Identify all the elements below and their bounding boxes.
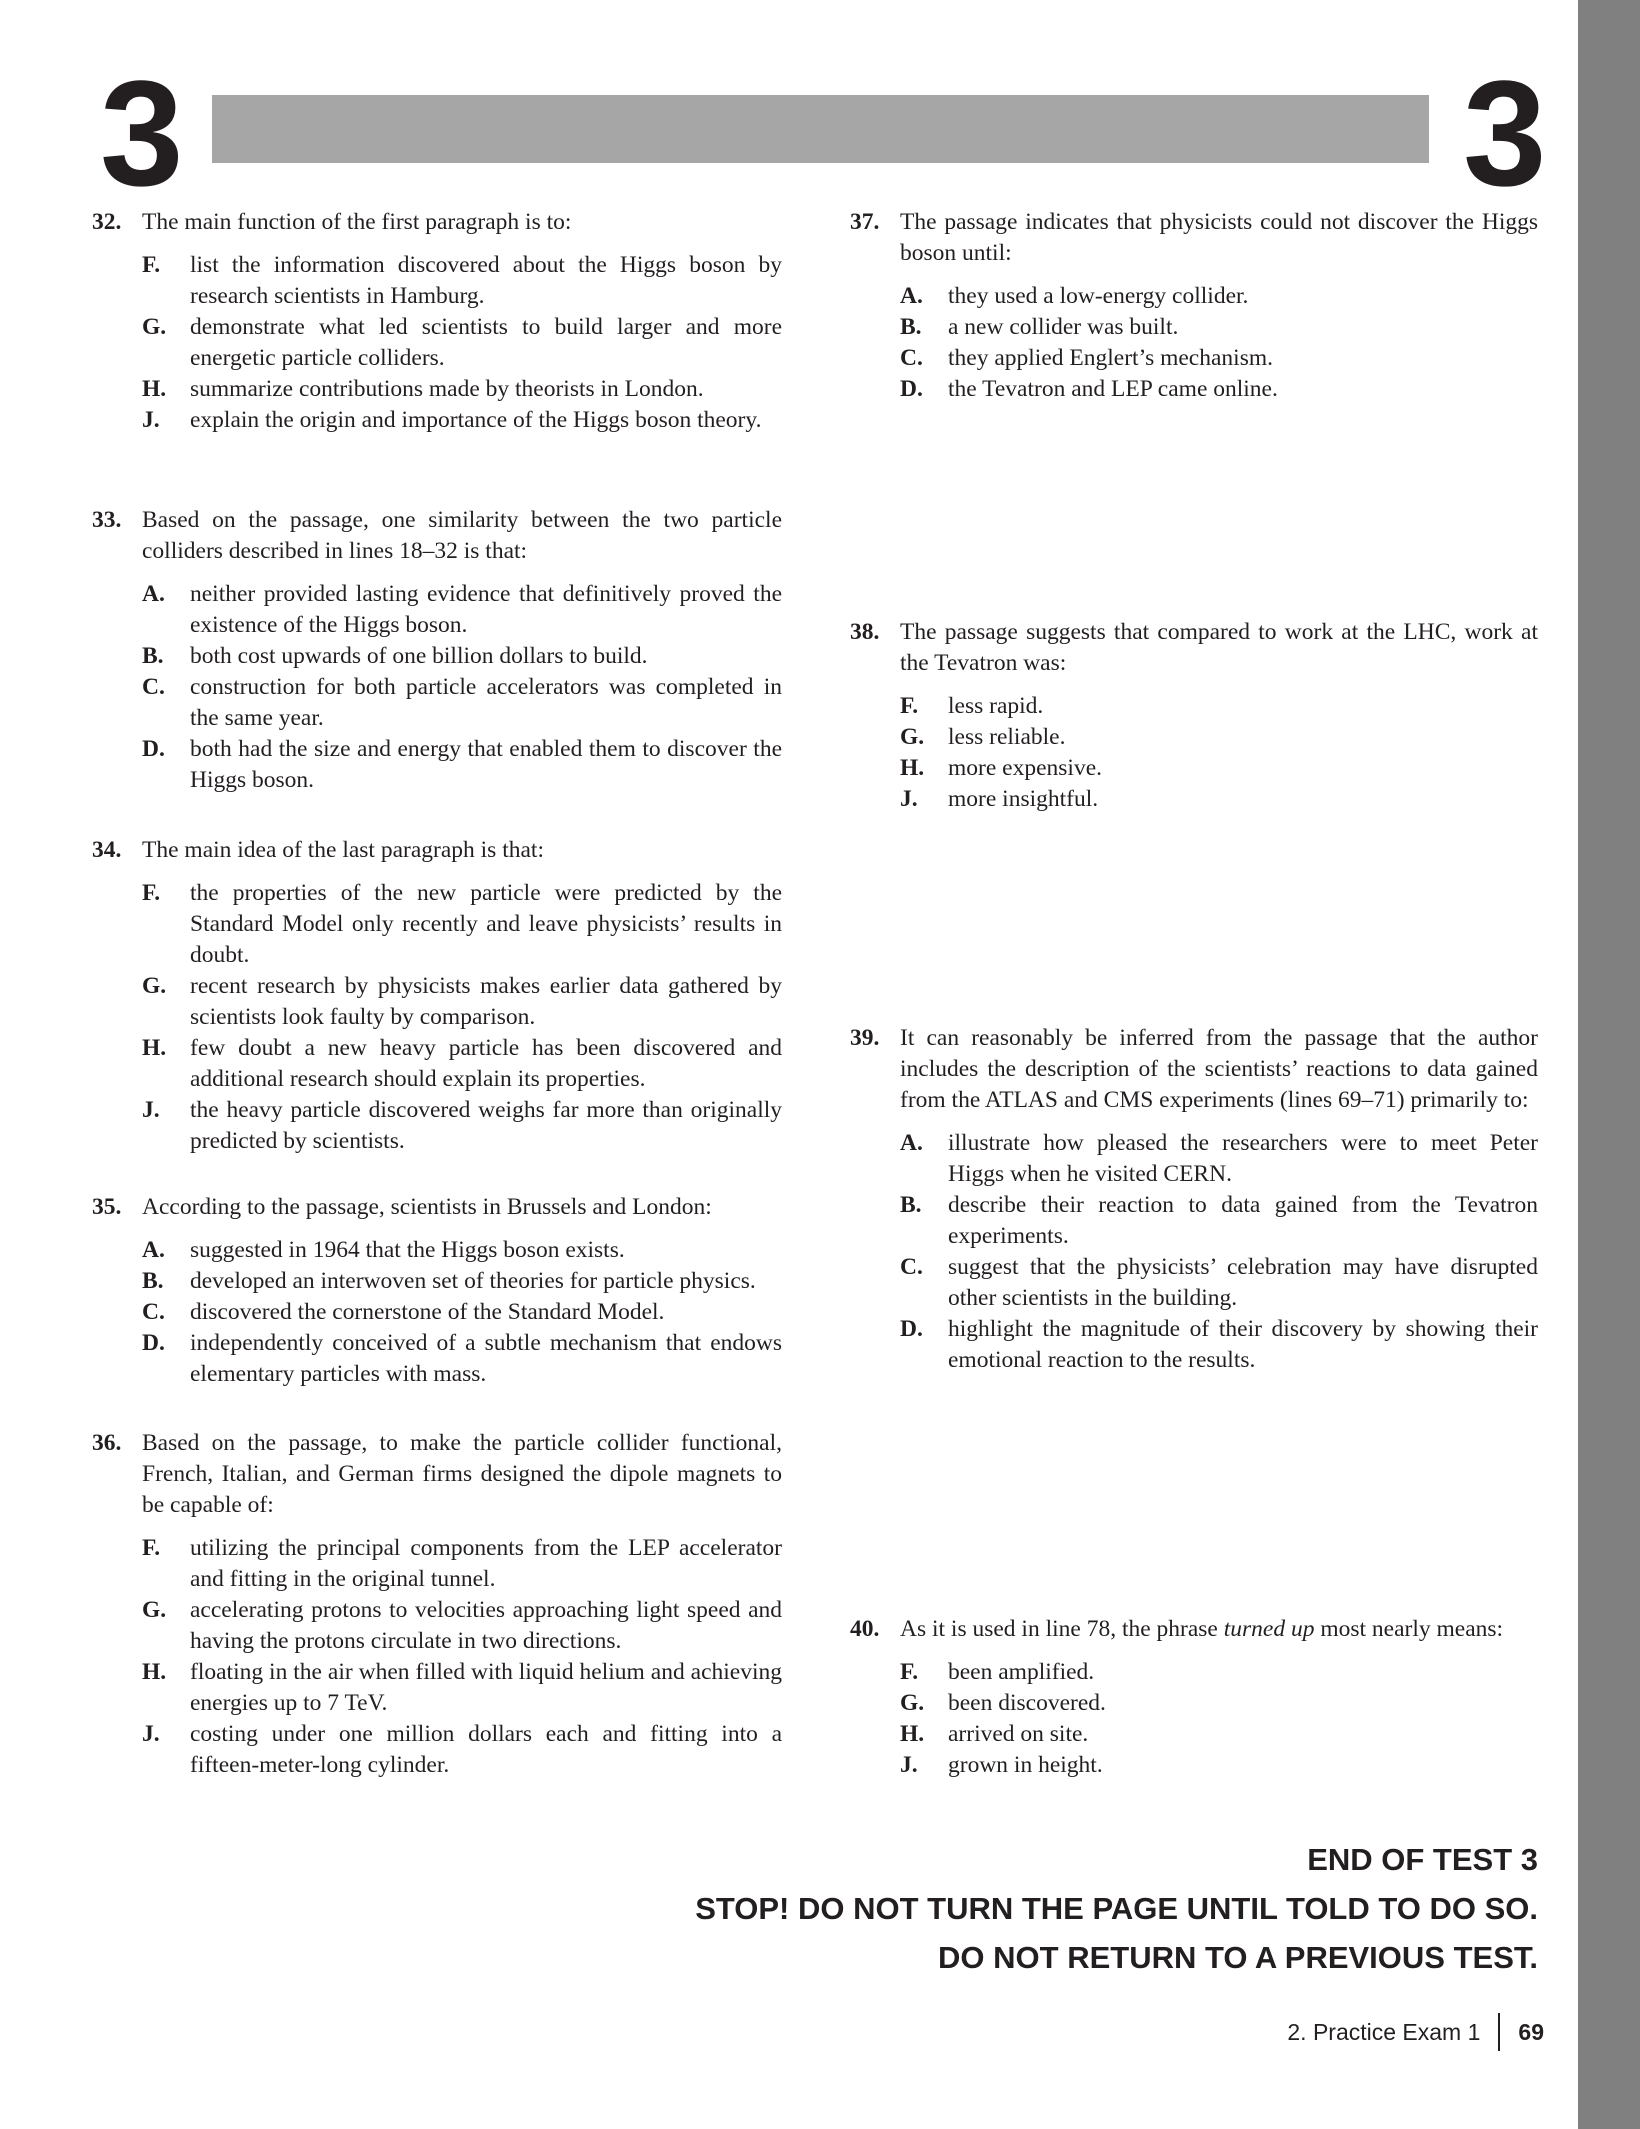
answer-choice[interactable] bbox=[142, 250, 782, 312]
stem-text: most nearly means: bbox=[1314, 1616, 1504, 1642]
choice-letter: H. bbox=[142, 376, 167, 402]
choice-text: both cost upwards of one billion dollars to build. bbox=[190, 643, 648, 669]
choice-text: explain the origin and importance of the Higgs boson theory. bbox=[190, 407, 762, 433]
choice-text: less rapid. bbox=[948, 693, 1044, 719]
choice-text: the properties of the new particle were predicted by the Standard Model only recently and leave physicists’ results in doubt. bbox=[190, 880, 782, 968]
end-of-test-title: END OF TEST 3 bbox=[1307, 1842, 1538, 1877]
side-tab-strip bbox=[1578, 0, 1640, 2129]
choice-letter: C. bbox=[142, 1299, 165, 1325]
choice-text: been discovered. bbox=[948, 1690, 1106, 1716]
question-stem: According to the passage, scientists in Brussels and London: bbox=[142, 1194, 712, 1220]
stop-instruction: STOP! DO NOT TURN THE PAGE UNTIL TOLD TO DO SO. bbox=[695, 1891, 1538, 1926]
choice-letter: B. bbox=[900, 314, 922, 340]
choice-letter: G. bbox=[900, 724, 925, 750]
question-number: 40. bbox=[850, 1616, 880, 1642]
answer-choice[interactable] bbox=[900, 1750, 1538, 1781]
choice-letter: J. bbox=[900, 786, 918, 812]
answer-choices bbox=[900, 691, 1538, 815]
choice-letter: B. bbox=[900, 1192, 922, 1218]
choice-letter: J. bbox=[142, 1721, 160, 1747]
question-stem: It can reasonably be inferred from the passage that the author includes the description of the scientists’ reactions to data gained from the ATLAS and CMS experiments (lines 69–71) primarily to: bbox=[900, 1025, 1538, 1113]
choice-text: costing under one million dollars each and fitting into a fifteen-meter-long cylinder. bbox=[190, 1721, 782, 1778]
choice-text: less reliable. bbox=[948, 724, 1066, 750]
choice-letter: B. bbox=[142, 1268, 164, 1294]
question-number: 34. bbox=[92, 837, 122, 863]
question-stem: The passage suggests that compared to work at the LHC, work at the Tevatron was: bbox=[900, 619, 1538, 676]
choice-text: more expensive. bbox=[948, 755, 1103, 781]
answer-choice[interactable] bbox=[142, 1533, 782, 1595]
stem-italic-phrase: turned up bbox=[1223, 1616, 1315, 1642]
answer-choices bbox=[900, 1657, 1538, 1781]
footer-divider bbox=[1498, 2013, 1500, 2051]
choice-text: accelerating protons to velocities approaching light speed and having the protons circulate in two directions. bbox=[190, 1597, 782, 1654]
choice-text: list the information discovered about the Higgs boson by research scientists in Hamburg. bbox=[190, 252, 782, 309]
answer-choice[interactable] bbox=[900, 343, 1538, 374]
question-32 bbox=[92, 207, 782, 436]
answer-choice[interactable] bbox=[142, 1595, 782, 1657]
answer-choice[interactable] bbox=[900, 312, 1538, 343]
choice-letter: G. bbox=[900, 1690, 925, 1716]
choice-letter: D. bbox=[900, 376, 923, 402]
choice-text: summarize contributions made by theorists in London. bbox=[190, 376, 704, 402]
answer-choice[interactable] bbox=[900, 1128, 1538, 1190]
choice-letter: C. bbox=[900, 1254, 923, 1280]
question-stem: Based on the passage, to make the particle collider functional, French, Italian, and German firms designed the dipole magnets to be capable of: bbox=[142, 1430, 782, 1518]
answer-choice[interactable] bbox=[142, 971, 782, 1033]
choice-letter: F. bbox=[900, 693, 919, 719]
question-38 bbox=[850, 617, 1538, 815]
test-number-right: 3 bbox=[1463, 49, 1547, 217]
choice-text: highlight the magnitude of their discovery by showing their emotional reaction to the results. bbox=[948, 1316, 1538, 1373]
answer-choice[interactable] bbox=[900, 1719, 1538, 1750]
question-stem: Based on the passage, one similarity between the two particle colliders described in lines 18–32 is that: bbox=[142, 507, 782, 564]
choice-letter: A. bbox=[900, 283, 923, 309]
choice-text: developed an interwoven set of theories for particle physics. bbox=[190, 1268, 756, 1294]
choice-text: illustrate how pleased the researchers were to meet Peter Higgs when he visited CERN. bbox=[948, 1130, 1538, 1187]
question-number: 39. bbox=[850, 1025, 880, 1051]
answer-choice[interactable] bbox=[900, 374, 1538, 405]
choice-text: discovered the cornerstone of the Standard Model. bbox=[190, 1299, 665, 1325]
question-number: 32. bbox=[92, 209, 122, 235]
answer-choice[interactable] bbox=[142, 579, 782, 641]
page-footer bbox=[1287, 2012, 1544, 2052]
choice-letter: H. bbox=[900, 1721, 925, 1747]
question-number: 38. bbox=[850, 619, 880, 645]
choice-text: they applied Englert’s mechanism. bbox=[948, 345, 1273, 371]
answer-choices bbox=[900, 281, 1538, 405]
choice-text: demonstrate what led scientists to build larger and more energetic particle colliders. bbox=[190, 314, 782, 371]
answer-choice[interactable] bbox=[900, 1688, 1538, 1719]
choice-text: they used a low-energy collider. bbox=[948, 283, 1249, 309]
question-stem bbox=[900, 1614, 1538, 1645]
choice-text: construction for both particle accelerators was completed in the same year. bbox=[190, 674, 782, 731]
question-number: 35. bbox=[92, 1194, 122, 1220]
choice-letter: H. bbox=[142, 1035, 167, 1061]
choice-letter: B. bbox=[142, 643, 164, 669]
choice-text: neither provided lasting evidence that definitively proved the existence of the Higgs boson. bbox=[190, 581, 782, 638]
choice-text: utilizing the principal components from the LEP accelerator and fitting in the original tunnel. bbox=[190, 1535, 782, 1592]
answer-choices bbox=[142, 250, 782, 436]
choice-text: a new collider was built. bbox=[948, 314, 1179, 340]
answer-choice[interactable] bbox=[142, 1095, 782, 1157]
choice-text: recent research by physicists makes earlier data gathered by scientists look faulty by comparison. bbox=[190, 973, 782, 1030]
choice-letter: A. bbox=[900, 1130, 923, 1156]
answer-choice[interactable] bbox=[900, 1190, 1538, 1252]
answer-choice[interactable] bbox=[142, 1297, 782, 1328]
answer-choice[interactable] bbox=[900, 281, 1538, 312]
choice-text: grown in height. bbox=[948, 1752, 1103, 1778]
choice-letter: C. bbox=[142, 674, 165, 700]
answer-choice[interactable] bbox=[142, 405, 782, 436]
answer-choice[interactable] bbox=[142, 1266, 782, 1297]
choice-letter: H. bbox=[142, 1659, 167, 1685]
answer-choices bbox=[142, 1235, 782, 1390]
question-number: 37. bbox=[850, 209, 880, 235]
question-39 bbox=[850, 1023, 1538, 1376]
answer-choice[interactable] bbox=[900, 722, 1538, 753]
question-40 bbox=[850, 1614, 1538, 1781]
question-stem: The passage indicates that physicists could not discover the Higgs boson until: bbox=[900, 209, 1538, 266]
question-number: 36. bbox=[92, 1430, 122, 1456]
question-35 bbox=[92, 1192, 782, 1390]
header-bar bbox=[212, 95, 1429, 163]
question-number: 33. bbox=[92, 507, 122, 533]
answer-choice[interactable] bbox=[142, 641, 782, 672]
choice-letter: F. bbox=[900, 1659, 919, 1685]
choice-text: suggested in 1964 that the Higgs boson exists. bbox=[190, 1237, 625, 1263]
choice-text: the heavy particle discovered weighs far more than originally predicted by scientists. bbox=[190, 1097, 782, 1154]
test-number-left: 3 bbox=[100, 49, 184, 217]
choice-letter: F. bbox=[142, 880, 161, 906]
choice-text: independently conceived of a subtle mechanism that endows elementary particles with mass. bbox=[190, 1330, 782, 1387]
question-stem: The main idea of the last paragraph is that: bbox=[142, 837, 544, 863]
choice-text: floating in the air when filled with liquid helium and achieving energies up to 7 TeV. bbox=[190, 1659, 782, 1716]
answer-choice[interactable] bbox=[142, 1719, 782, 1781]
choice-letter: G. bbox=[142, 1597, 167, 1623]
choice-letter: D. bbox=[142, 736, 165, 762]
choice-text: the Tevatron and LEP came online. bbox=[948, 376, 1278, 402]
choice-letter: G. bbox=[142, 314, 167, 340]
page-number: 69 bbox=[1518, 2018, 1544, 2045]
stem-text: As it is used in line 78, the phrase bbox=[900, 1616, 1224, 1642]
choice-letter: D. bbox=[142, 1330, 165, 1356]
answer-choice[interactable] bbox=[142, 1328, 782, 1390]
choice-letter: F. bbox=[142, 1535, 161, 1561]
answer-choice[interactable] bbox=[900, 784, 1538, 815]
question-33 bbox=[92, 505, 782, 796]
choice-letter: A. bbox=[142, 1237, 165, 1263]
choice-text: suggest that the physicists’ celebration may have disrupted other scientists in the building. bbox=[948, 1254, 1538, 1311]
choice-text: few doubt a new heavy particle has been discovered and additional research should explain its properties. bbox=[190, 1035, 782, 1092]
choice-text: been amplified. bbox=[948, 1659, 1095, 1685]
choice-letter: D. bbox=[900, 1316, 923, 1342]
answer-choices bbox=[142, 1533, 782, 1781]
choice-letter: A. bbox=[142, 581, 165, 607]
choice-letter: F. bbox=[142, 252, 161, 278]
choice-text: more insightful. bbox=[948, 786, 1099, 812]
choice-text: describe their reaction to data gained from the Tevatron experiments. bbox=[948, 1192, 1538, 1249]
answer-choice[interactable] bbox=[900, 691, 1538, 722]
question-37 bbox=[850, 207, 1538, 405]
answer-choice[interactable] bbox=[142, 1033, 782, 1095]
answer-choice[interactable] bbox=[142, 1657, 782, 1719]
choice-text: arrived on site. bbox=[948, 1721, 1089, 1747]
answer-choice[interactable] bbox=[142, 672, 782, 734]
question-34 bbox=[92, 835, 782, 1157]
choice-letter: J. bbox=[142, 1097, 160, 1123]
choice-letter: J. bbox=[900, 1752, 918, 1778]
answer-choices bbox=[142, 878, 782, 1157]
answer-choice[interactable] bbox=[142, 1235, 782, 1266]
answer-choice[interactable] bbox=[142, 878, 782, 971]
answer-choice[interactable] bbox=[142, 734, 782, 796]
answer-choice[interactable] bbox=[900, 753, 1538, 784]
footer-section-title: 2. Practice Exam 1 bbox=[1287, 2018, 1481, 2045]
question-stem: The main function of the first paragraph is to: bbox=[142, 209, 572, 235]
choice-letter: C. bbox=[900, 345, 923, 371]
question-36 bbox=[92, 1428, 782, 1781]
choice-text: both had the size and energy that enabled them to discover the Higgs boson. bbox=[190, 736, 782, 793]
choice-letter: H. bbox=[900, 755, 925, 781]
no-return-instruction: DO NOT RETURN TO A PREVIOUS TEST. bbox=[938, 1940, 1538, 1975]
choice-letter: J. bbox=[142, 407, 160, 433]
answer-choice[interactable] bbox=[142, 374, 782, 405]
answer-choice[interactable] bbox=[900, 1314, 1538, 1376]
end-of-test-notice bbox=[695, 1835, 1538, 1982]
choice-letter: G. bbox=[142, 973, 167, 999]
answer-choice[interactable] bbox=[900, 1657, 1538, 1688]
answer-choices bbox=[900, 1128, 1538, 1376]
answer-choice[interactable] bbox=[900, 1252, 1538, 1314]
answer-choices bbox=[142, 579, 782, 796]
answer-choice[interactable] bbox=[142, 312, 782, 374]
